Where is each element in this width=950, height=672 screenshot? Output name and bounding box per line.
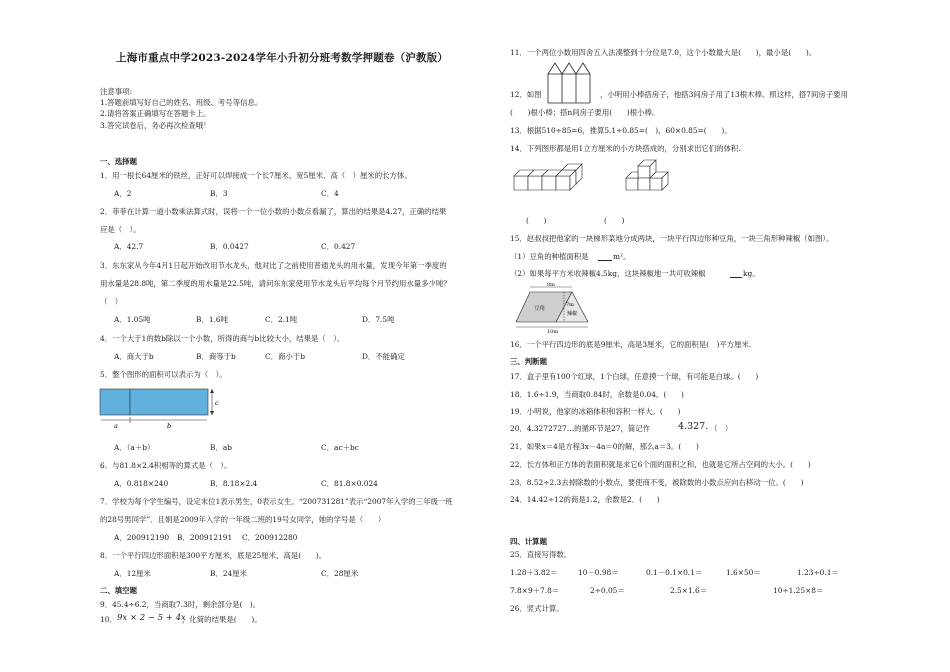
question-5: 5．整个图形的面积可以表示为（ ）。 bbox=[100, 370, 227, 379]
option[interactable]: B．0.0427 bbox=[210, 242, 249, 251]
question-19: 19．小明说，他家的冰箱体积和容积一样大。( ) bbox=[510, 407, 681, 416]
option[interactable]: B．ab bbox=[210, 443, 232, 452]
calc-item: 1.23÷0.1＝ bbox=[797, 568, 839, 577]
question-18: 18．1.6÷1.9，当商取0.84时，余数是0.04。( ) bbox=[510, 390, 684, 399]
question-11: 11．一个两位小数用四舍五入法凑整到十分位是7.0，这个小数最大是( )，最小是( )。 bbox=[510, 48, 817, 57]
section-choice: 一、选择题 bbox=[100, 157, 137, 166]
option[interactable]: A．商大于b bbox=[114, 352, 154, 361]
label-a: a bbox=[114, 422, 118, 430]
question-3-line3: （ ） bbox=[100, 297, 123, 306]
question-2-line1: 2．菲菲在计算一道小数乘法算式时，误将一个一位小数的小数点看漏了，算出的结果是4.27，正确的结果 bbox=[100, 207, 447, 216]
question-3-line2: 用水量是28.8吨，第二季度的用水量是22.5吨，请问东东家使用节水龙头后平均每个月节约用水量多少吨？ bbox=[100, 279, 451, 288]
calc-item: 10－0.98＝ bbox=[578, 568, 619, 577]
question-2-line2: 应是（ ）。 bbox=[100, 225, 141, 234]
calc-item: 0.1－0.1×0.1＝ bbox=[646, 568, 703, 577]
q12-text: ，小明用小棒搭房子，他搭3间房子用了13根木棒。照这样，搭7间房子要用 bbox=[600, 90, 848, 99]
note-item: 1.答题前填写好自己的姓名、班级、考号等信息。 bbox=[100, 98, 263, 107]
question-14: 14．下列图形都是用1立方厘米的小方块搭成的，分别求出它们的体积. bbox=[510, 144, 741, 153]
option[interactable]: C．2.1吨 bbox=[265, 315, 298, 324]
option[interactable]: A．200912190 bbox=[114, 533, 170, 542]
calc-item: 2÷0.05＝ bbox=[590, 586, 625, 595]
option[interactable]: B．1.6吨 bbox=[196, 315, 228, 324]
option[interactable]: A．2 bbox=[114, 189, 132, 198]
q15-sub2-unit: kg。 bbox=[743, 269, 760, 278]
q15-sub2-text: （2）如果每平方米收辣椒4.5kg，这块辣椒地一共可收辣椒 bbox=[510, 269, 706, 278]
question-8: 8．一个平行四边形面积是300平方厘米，底是25厘米，高是( )。 bbox=[100, 551, 327, 560]
calc-item: 7.8×9＋7.8＝ bbox=[510, 586, 560, 595]
label-c: c bbox=[215, 399, 219, 407]
answer-blank[interactable]: ( ) bbox=[604, 216, 625, 225]
option[interactable]: C．商小于b bbox=[265, 352, 305, 361]
question-15: 15．赵叔叔把他家的一块梯形菜地分成两块，一块平行四边形种豆角，一块三角形种辣椒（如图）。 bbox=[510, 234, 834, 243]
bean-region-label: 豆角 bbox=[534, 306, 546, 312]
question-6: 6．与81.8×2.4积相等的算式是（ ）。 bbox=[100, 461, 232, 470]
option[interactable]: B．24厘米 bbox=[210, 569, 248, 578]
question-7-line1: 7．学校为每个学生编号，设定末位1表示男生，0表示女生。“200731281”表示“2007年入学的三年级一班 bbox=[100, 497, 453, 506]
option[interactable]: B．商等于b bbox=[196, 352, 236, 361]
question-3-line1: 3．东东家从今年4月1日起开始改用节水龙头，他对比了之前使用普通龙头的用水量，发现今年第一季度的 bbox=[100, 261, 447, 270]
question-13: 13．根据510÷85=6，推算5.1÷0.85=( )，60×0.85=( )。 bbox=[510, 126, 732, 135]
notes-heading: 注意事项: bbox=[100, 87, 133, 96]
option[interactable]: B．8.18×2.4 bbox=[210, 479, 258, 488]
question-17: 17．盒子里有100个红球，1个白球，任意摸一个球，有可能是白球。( ) bbox=[510, 372, 759, 381]
note-item: 3.答完试卷后，务必再次检查哦！ bbox=[100, 121, 211, 130]
question-24: 24．14.42÷12的商是1.2，余数是2．( ) bbox=[510, 495, 660, 504]
option[interactable]: C．200912280 bbox=[242, 533, 298, 542]
option[interactable]: A．1.05吨 bbox=[114, 315, 151, 324]
option[interactable]: A．12厘米 bbox=[114, 569, 151, 578]
option[interactable]: B．3 bbox=[210, 189, 228, 198]
rectangle-figure bbox=[100, 386, 220, 428]
page-title: 上海市重点中学2023-2024学年小升初分班考数学押题卷（沪教版） bbox=[116, 52, 449, 64]
note-item: 2.请将答案正确填写在答题卡上。 bbox=[100, 109, 211, 118]
section-fill: 二、填空题 bbox=[100, 586, 137, 595]
calc-item: 10÷1.25×8＝ bbox=[773, 586, 824, 595]
option[interactable]: C．4 bbox=[321, 189, 339, 198]
question-26: 26．竖式计算。 bbox=[510, 604, 564, 613]
stick-houses-figure bbox=[547, 60, 597, 104]
question-7-line2: 的28号男同学”．且娟是2009年入学的一年级二班的19号女同学，她的学号是（ ） bbox=[100, 515, 386, 524]
calc-item: 1.28＋3.82＝ bbox=[510, 568, 558, 577]
calc-item: 1.6×50＝ bbox=[726, 568, 761, 577]
question-21: 21．如果x＝4是方程3x－4a＝0的解，那么a＝3。( ) bbox=[510, 442, 699, 451]
question-22: 22．长方体和正方体的表面积就是求它6个面的面积之和，也就是它所占空间的大小。( ) bbox=[510, 460, 811, 469]
q15-sub1-text: （1）豆角的种植面积是 bbox=[510, 252, 589, 261]
cube-figure-1 bbox=[514, 166, 594, 196]
answer-blank[interactable]: ( ) bbox=[526, 216, 547, 225]
answer-blank[interactable] bbox=[730, 269, 742, 278]
option[interactable]: A．0.818×240 bbox=[114, 479, 169, 488]
answer-blank[interactable] bbox=[598, 252, 612, 261]
q15-sub1-unit: m²。 bbox=[613, 252, 631, 261]
bottom-length-label: 10m bbox=[547, 329, 559, 335]
question-16: 16．一个平行四边形的底是9厘米，高是3厘米，它的面积是( )平方厘米. bbox=[510, 340, 752, 349]
q12-number: 12．如图 bbox=[510, 90, 542, 99]
option[interactable]: D．7.5吨 bbox=[362, 315, 395, 324]
question-23: 23．8.52÷2.3去掉除数的小数点，要使商不变，被除数的小数点应向右移动一位。( ) bbox=[510, 478, 804, 487]
q10-text: ，化简的结果是( )。 bbox=[182, 615, 262, 624]
q10-number: 10． bbox=[100, 615, 117, 624]
q20-repeating-decimal: 4.327. bbox=[678, 421, 709, 432]
option[interactable]: C．81.8×0.024 bbox=[321, 479, 378, 488]
option[interactable]: C．ac＋bc bbox=[321, 443, 359, 452]
option[interactable]: D．不能确定 bbox=[362, 352, 405, 361]
option[interactable]: C．28厘米 bbox=[321, 569, 359, 578]
cube-figure-2 bbox=[622, 160, 682, 200]
question-25: 25．直接写得数。 bbox=[510, 550, 572, 559]
option[interactable]: C．0.427 bbox=[321, 242, 356, 251]
q10-expression: 9x × 2 − 5 + 4x bbox=[117, 613, 186, 623]
question-12-line2: ( )根小棒；搭n间房子要用( )根小棒。 bbox=[510, 108, 660, 117]
section-judge: 三、判断题 bbox=[510, 357, 547, 366]
pepper-region-label: 辣椒 bbox=[567, 311, 578, 317]
question-1: 1．用一根长64厘米的铁丝，正好可以焊接成一个长7厘米、宽5厘米、高（ ）厘米的长方体。 bbox=[100, 171, 412, 180]
question-9: 9．45.4÷6.2，当商取7.3时，剩余部分是( )。 bbox=[100, 600, 261, 609]
option[interactable]: B．200912191 bbox=[177, 533, 233, 542]
q20-blank[interactable]: （ ） bbox=[710, 424, 733, 433]
trapezoid-figure bbox=[516, 282, 596, 334]
section-calc: 四、计算题 bbox=[510, 537, 547, 546]
calc-item: 2.5×1.6＝ bbox=[670, 586, 708, 595]
height-label: 7m bbox=[566, 302, 574, 308]
label-b: b bbox=[167, 422, 172, 430]
question-4: 4．一个大于1的数b除以一个小数，所得的商与b比较大小，结果是（ ）。 bbox=[100, 334, 345, 343]
option[interactable]: A．42.7 bbox=[114, 242, 144, 251]
q20-text: 20．4.3272727…的循环节是27，简记作 bbox=[510, 424, 651, 433]
option[interactable]: A．（a＋b） bbox=[114, 443, 155, 452]
top-length-label: 8m bbox=[547, 282, 555, 288]
